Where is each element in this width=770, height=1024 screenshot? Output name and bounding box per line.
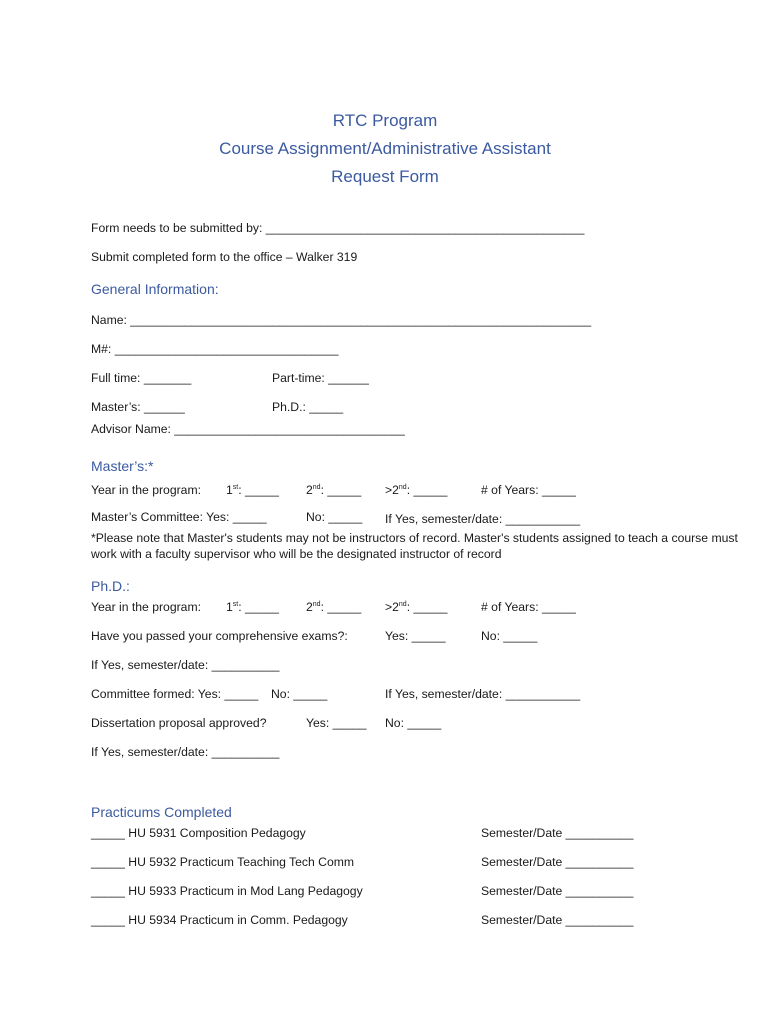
masters-years-count: # of Years: _____ [481,483,576,497]
phd-field: Ph.D.: _____ [272,400,344,414]
phd-years-count: # of Years: _____ [481,600,576,614]
title-line-1: RTC Program [332,111,438,130]
practicum-semester: Semester/Date __________ [481,855,634,869]
comp-exams-date: If Yes, semester/date: __________ [91,658,280,672]
title-line-2: Course Assignment/Administrative Assistant [219,139,551,158]
phd-year-gt-second: >2nd: _____ [385,600,448,614]
practicum-course: _____ HU 5932 Practicum Teaching Tech Comm [91,855,355,869]
proposal-yes: Yes: _____ [306,716,367,730]
phd-heading: Ph.D.: [91,578,130,594]
practicum-course: _____ HU 5934 Practicum in Comm. Pedagogy [91,913,348,927]
phd-year-second: 2nd: _____ [306,600,362,614]
practicums-heading: Practicums Completed [91,804,232,820]
comp-exams-yes: Yes: _____ [385,629,446,643]
submit-to-line: Submit completed form to the office – Walker 319 [91,250,358,264]
practicum-semester: Semester/Date __________ [481,826,634,840]
masters-year-second: 2nd: _____ [306,483,362,497]
masters-year-first: 1st: _____ [226,483,279,497]
masters-committee-date: If Yes, semester/date: ___________ [385,512,581,526]
title-line-3: Request Form [331,167,439,186]
comp-exams-no: No: _____ [481,629,538,643]
phd-year-first: 1st: _____ [226,600,279,614]
masters-committee-yes: Master’s Committee: Yes: _____ [91,510,267,524]
practicum-course: _____ HU 5933 Practicum in Mod Lang Pedagogy [91,884,363,898]
proposal-date: If Yes, semester/date: __________ [91,745,280,759]
masters-committee-no: No: _____ [306,510,363,524]
m-number-field: M#: _________________________________ [91,342,339,356]
practicum-semester: Semester/Date __________ [481,913,634,927]
masters-heading: Master’s:* [91,458,154,474]
phd-year-label: Year in the program: [91,600,201,614]
committee-formed-yes: Committee formed: Yes: _____ [91,687,259,701]
masters-note: *Please note that Master's students may not be instructors of record. Master's students assigned to teach a course must work with a faculty supervisor who will be the designated instructor of record [91,531,738,561]
general-info-heading: General Information: [91,281,219,297]
masters-year-gt-second: >2nd: _____ [385,483,448,497]
advisor-name-field: Advisor Name: __________________________________ [91,422,405,436]
practicum-semester: Semester/Date __________ [481,884,634,898]
submit-by-line: Form needs to be submitted by: _______________________________________________ [91,221,585,235]
part-time-field: Part-time: ______ [272,371,369,385]
committee-formed-no: No: _____ [271,687,328,701]
committee-formed-date: If Yes, semester/date: ___________ [385,687,581,701]
name-field: Name: ____________________________________________________________________ [91,313,592,327]
masters-year-label: Year in the program: [91,483,201,497]
masters-field: Master’s: ______ [91,400,185,414]
proposal-no: No: _____ [385,716,442,730]
comp-exams-question: Have you passed your comprehensive exams?: [91,629,348,643]
full-time-field: Full time: _______ [91,371,192,385]
proposal-question: Dissertation proposal approved? [91,716,267,730]
practicum-course: _____ HU 5931 Composition Pedagogy [91,826,306,840]
